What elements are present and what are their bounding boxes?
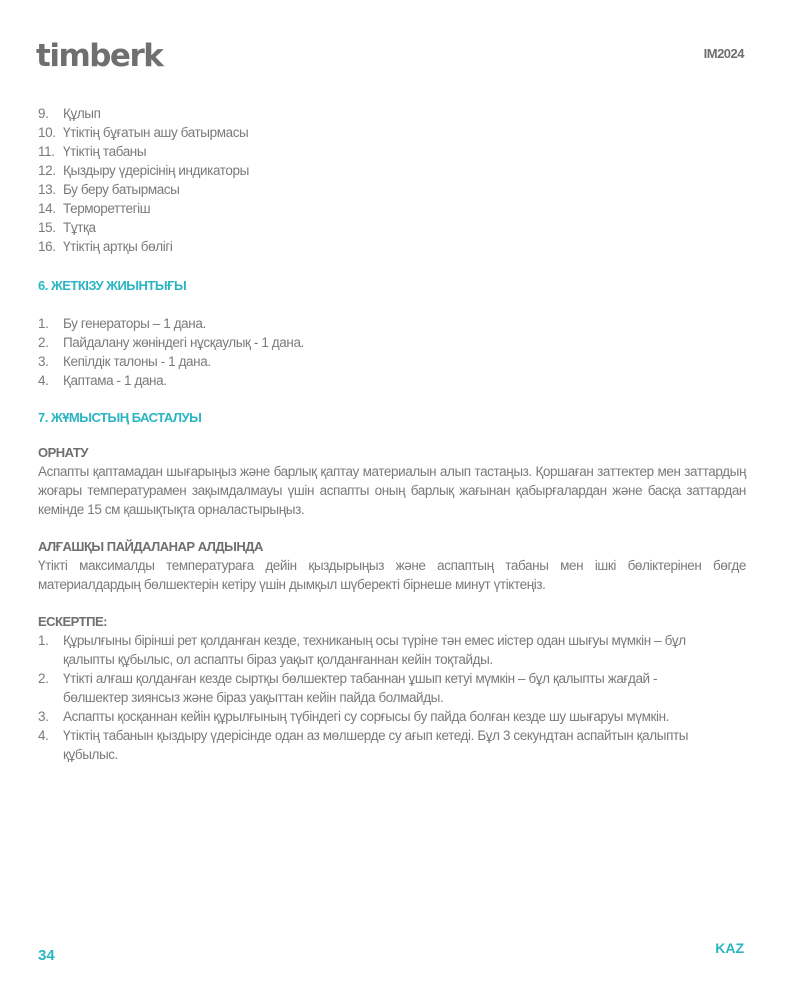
note-heading: ЕСКЕРТПЕ: (38, 614, 107, 629)
section-6-title: 6. ЖЕТКІЗУ ЖИЫНТЫҒЫ (38, 278, 187, 293)
parts-list (38, 104, 746, 256)
page-content (38, 104, 746, 764)
list-item: 15. Тұтқа (38, 220, 96, 235)
model-number: IM2024 (703, 46, 744, 61)
list-item: 2. Үтікті алғаш қолданған кезде сыртқы бөлшектер табаннан ұшып кетуі мүмкін – бұл қалыпты жағдай - бөлшектер зиянсыз және біраз уақыттан кейін пайда болмайды. (38, 671, 658, 705)
section-7-title: 7. ЖҰМЫСТЫҢ БАСТАЛУЫ (38, 410, 202, 425)
list-item: 2. Пайдалану жөніндегі нұсқаулық - 1 дана. (38, 335, 304, 350)
list-item: 11. Үтіктің табаны (38, 144, 147, 159)
first-use-paragraph: Үтікті максималды температураға дейін қыздырыңыз және аспаптың табаны мен ішкі бөліктерінен бөгде материалдардың бөлшектерін кетіру үшін дымқыл шүберекті бірнеше минут үтіктеңіз. (38, 558, 746, 592)
install-heading: ОРНАТУ (38, 445, 88, 460)
brand-logo: timberk (36, 38, 163, 74)
language-code: KAZ (715, 940, 744, 956)
list-item: 3. Кепілдік талоны - 1 дана. (38, 354, 211, 369)
list-item: 13. Бу беру батырмасы (38, 182, 180, 197)
install-paragraph: Аспапты қаптамадан шығарыңыз және барлық қаптау материалын алып тастаңыз. Қоршаған заттектер мен заттардың жоғары температурамен зақымдалмауы үшін аспапты оның барлық жағынан қабырғалардан және басқа заттардан кемінде 15 см қашықтықта орналастырыңыз. (38, 464, 746, 517)
page-number: 34 (38, 947, 55, 964)
first-use-heading: АЛҒАШҚЫ ПАЙДАЛАНАР АЛДЫНДА (38, 539, 263, 554)
list-item: 10. Үтіктің бұғатын ашу батырмасы (38, 125, 249, 140)
delivery-list (38, 314, 746, 390)
list-item: 1. Құрылғыны бірінші рет қолданған кезде, техниканың осы түріне тән емес иістер одан шығуы мүмкін – бұл қалыпты құбылыс, ол аспапты біраз уақыт қолданғаннан кейін тоқтайды. (38, 633, 686, 667)
list-item: 4. Қаптама - 1 дана. (38, 373, 167, 388)
list-item: 14. Термореттегіш (38, 201, 151, 216)
notes-list (38, 631, 746, 764)
list-item: 16. Үтіктің артқы бөлігі (38, 239, 173, 254)
list-item: 4. Үтіктің табанын қыздыру үдерісінде одан аз мөлшерде су ағып кетеді. Бұл 3 секундтан аспайтын қалыпты құбылыс. (38, 728, 689, 762)
list-item: 1. Бу генераторы – 1 дана. (38, 316, 206, 331)
list-item: 12. Қыздыру үдерісінің индикаторы (38, 163, 249, 178)
list-item: 3. Аспапты қосқаннан кейін құрылғының түбіндегі су сорғысы бу пайда болған кезде шу шығаруы мүмкін. (38, 709, 670, 724)
list-item: 9. Құлып (38, 106, 101, 121)
